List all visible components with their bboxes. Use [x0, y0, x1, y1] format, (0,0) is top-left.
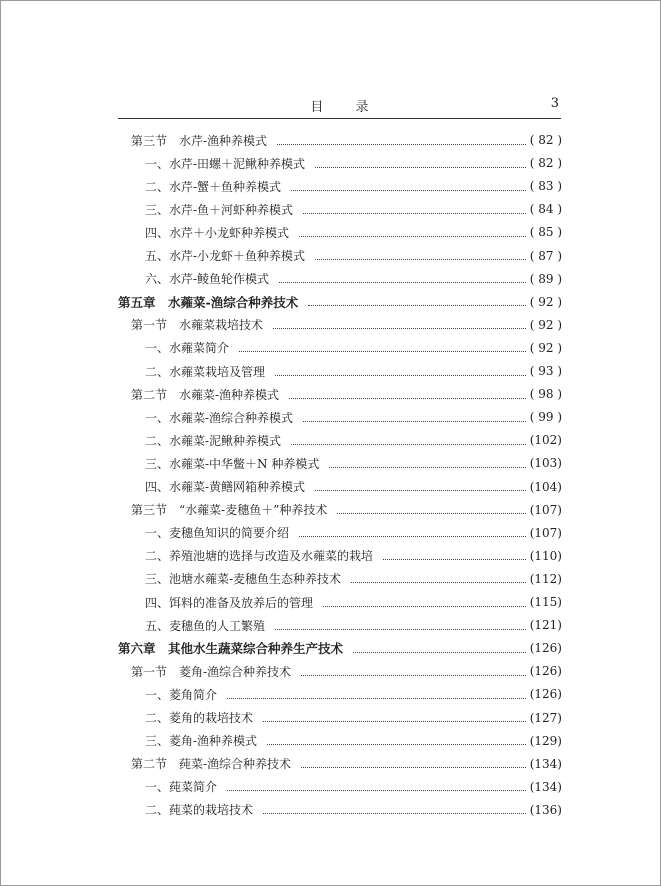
- toc-item: [145, 477, 562, 497]
- toc-entry-page: (103): [529, 456, 562, 471]
- toc-entry-title: 第二节 莼菜-渔综合种养技术: [131, 757, 292, 772]
- dot-leader: [315, 247, 526, 260]
- page-header: [118, 96, 561, 116]
- toc-entry-page: (126): [529, 687, 562, 702]
- toc-entry-page: ( 93 ): [529, 364, 562, 378]
- toc-item: [145, 453, 562, 473]
- toc-chapter: [118, 292, 562, 312]
- dot-leader: [329, 455, 525, 468]
- toc-item: [145, 615, 562, 635]
- toc-entry-title: 一、水芹-田螺＋泥鳅种养模式: [145, 156, 306, 171]
- toc-item: [145, 338, 562, 358]
- toc-entry-page: (134): [529, 779, 562, 794]
- toc-entry-page: ( 87 ): [529, 248, 562, 263]
- toc-item: [145, 569, 562, 589]
- toc-entry-page: ( 92 ): [529, 340, 562, 355]
- toc-entry-page: ( 92 ): [529, 294, 562, 309]
- dot-leader: [303, 409, 526, 422]
- toc-entry-page: (112): [529, 571, 562, 586]
- toc-entry-page: ( 84 ): [529, 202, 562, 217]
- toc-section: [131, 661, 562, 681]
- toc-entry-page: (102): [529, 433, 562, 448]
- toc-entry-page: ( 92 ): [529, 317, 562, 332]
- dot-leader: [267, 732, 526, 745]
- toc-entry-page: (107): [529, 525, 562, 540]
- toc-entry-title: 第六章 其他水生蔬菜综合种养生产技术: [118, 641, 344, 657]
- dot-leader: [353, 640, 526, 653]
- dot-leader: [277, 132, 526, 145]
- toc-entry-page: (136): [529, 802, 562, 817]
- dot-leader: [289, 386, 526, 399]
- dot-leader: [291, 432, 526, 445]
- dot-leader: [263, 801, 526, 814]
- toc-entry-page: (104): [529, 479, 562, 494]
- toc-entry-page: (110): [529, 548, 562, 563]
- toc-entry-title: 第二节 水蕹菜-渔种养模式: [131, 387, 280, 402]
- toc-item: [145, 199, 562, 219]
- toc-item: [145, 269, 562, 289]
- dot-leader: [301, 663, 526, 676]
- toc-entry-page: ( 82 ): [529, 133, 562, 147]
- toc-item: [145, 684, 562, 704]
- toc-entry-title: 二、养殖池塘的选择与改造及水蕹菜的栽培: [145, 549, 374, 564]
- toc-entry-page: (121): [529, 618, 562, 633]
- dot-leader: [273, 316, 526, 329]
- toc-entry-title: 五、水芹-小龙虾＋鱼种养模式: [145, 249, 306, 263]
- dot-leader: [275, 617, 526, 630]
- dot-leader: [299, 524, 526, 537]
- toc-entry-title: 六、水芹-鲮鱼轮作模式: [145, 272, 270, 287]
- toc-entry-page: ( 89 ): [529, 271, 562, 286]
- toc-entry-title: 二、水蕹菜栽培及管理: [145, 364, 266, 379]
- toc-entry-title: 五、麦穗鱼的人工繁殖: [145, 618, 266, 633]
- toc-item: [145, 731, 562, 751]
- toc-item: [145, 523, 562, 543]
- toc-section: [131, 500, 562, 520]
- toc-entry-title: 第五章 水蕹菜-渔综合种养技术: [118, 294, 299, 310]
- toc-entry-title: 三、水芹-鱼＋河虾种养模式: [145, 202, 294, 217]
- toc-entry-page: ( 82 ): [529, 156, 562, 171]
- dot-leader: [323, 594, 526, 607]
- toc-entry-title: 第一节 菱角-渔综合种养技术: [131, 664, 292, 679]
- toc-section: [131, 754, 562, 774]
- toc-entry-title: 三、池塘水蕹菜-麦穗鱼生态种养技术: [145, 572, 342, 587]
- toc-section: [131, 130, 562, 150]
- toc-entry-title: 四、水蕹菜-黄鳝网箱种养模式: [145, 480, 306, 494]
- dot-leader: [351, 570, 526, 583]
- toc-section: [131, 384, 562, 404]
- toc-item: [145, 153, 562, 173]
- dot-leader: [275, 363, 526, 376]
- toc-entry-title: 第一节 水蕹菜栽培技术: [131, 318, 264, 333]
- toc-item: [145, 708, 562, 728]
- toc-chapter: [118, 638, 562, 658]
- toc-item: [145, 546, 562, 566]
- toc-item: [145, 800, 562, 820]
- dot-leader: [299, 224, 526, 237]
- toc-entry-title: 一、莼菜简介: [145, 780, 218, 795]
- toc-entry-title: 二、菱角的栽培技术: [145, 711, 254, 725]
- toc-entry-page: ( 99 ): [529, 410, 562, 425]
- dot-leader: [239, 339, 526, 352]
- toc-entry-title: 二、水蕹菜-泥鳅种养模式: [145, 433, 282, 448]
- toc-entry-title: 第三节 水芹-渔种养模式: [131, 133, 268, 148]
- toc-entry-title: 三、菱角-渔种养模式: [145, 734, 258, 749]
- dot-leader: [227, 686, 526, 699]
- toc-item: [145, 592, 562, 612]
- dot-leader: [301, 755, 526, 768]
- dot-leader: [315, 478, 526, 491]
- toc-entry-title: 四、饵料的准备及放养后的管理: [145, 595, 314, 610]
- toc-entry-page: (126): [529, 641, 562, 656]
- header-rule: [118, 118, 561, 119]
- toc-entry-title: 一、麦穗鱼知识的简要介绍: [145, 526, 290, 541]
- toc-entry-title: 一、水蕹菜-渔综合种养模式: [145, 410, 294, 425]
- toc-item: [145, 222, 562, 242]
- toc-entry-title: 第三节 “水蕹菜-麦穗鱼＋”种养技术: [131, 503, 328, 518]
- toc-entry-title: 四、水芹＋小龙虾种养模式: [145, 225, 290, 240]
- toc-entry-page: (107): [529, 502, 562, 517]
- toc-entry-page: ( 98 ): [529, 387, 562, 402]
- toc-item: [145, 777, 562, 797]
- toc-entry-page: (127): [529, 710, 562, 725]
- toc-entry-page: (134): [529, 756, 562, 771]
- dot-leader: [263, 709, 526, 722]
- dot-leader: [308, 293, 526, 306]
- toc-entry-page: (126): [529, 664, 562, 679]
- dot-leader: [279, 270, 526, 283]
- dot-leader: [303, 201, 526, 214]
- toc-entry-page: ( 83 ): [529, 179, 562, 194]
- toc-entry-title: 二、莼菜的栽培技术: [145, 803, 254, 818]
- dot-leader: [227, 778, 526, 791]
- toc-entry-page: (115): [529, 595, 562, 609]
- page-title: 目 录: [310, 100, 383, 115]
- toc-item: [145, 407, 562, 427]
- toc-entry-page: (129): [529, 733, 562, 748]
- toc-entry-page: ( 85 ): [529, 225, 562, 240]
- toc-entry-title: 三、水蕹菜-中华鳖＋N 种养模式: [145, 456, 320, 471]
- toc-item: [145, 246, 562, 266]
- toc-entry-title: 一、水蕹菜简介: [145, 341, 230, 356]
- dot-leader: [337, 501, 525, 514]
- toc-item: [145, 430, 562, 450]
- dot-leader: [315, 155, 526, 168]
- page-number: 3: [550, 96, 559, 111]
- toc-section: [131, 315, 562, 335]
- dot-leader: [383, 547, 526, 560]
- dot-leader: [291, 178, 526, 191]
- toc-entry-title: 二、水芹-蟹＋鱼种养模式: [145, 179, 282, 194]
- toc-entry-title: 一、菱角简介: [145, 687, 218, 702]
- toc-item: [145, 361, 562, 381]
- toc-item: [145, 176, 562, 196]
